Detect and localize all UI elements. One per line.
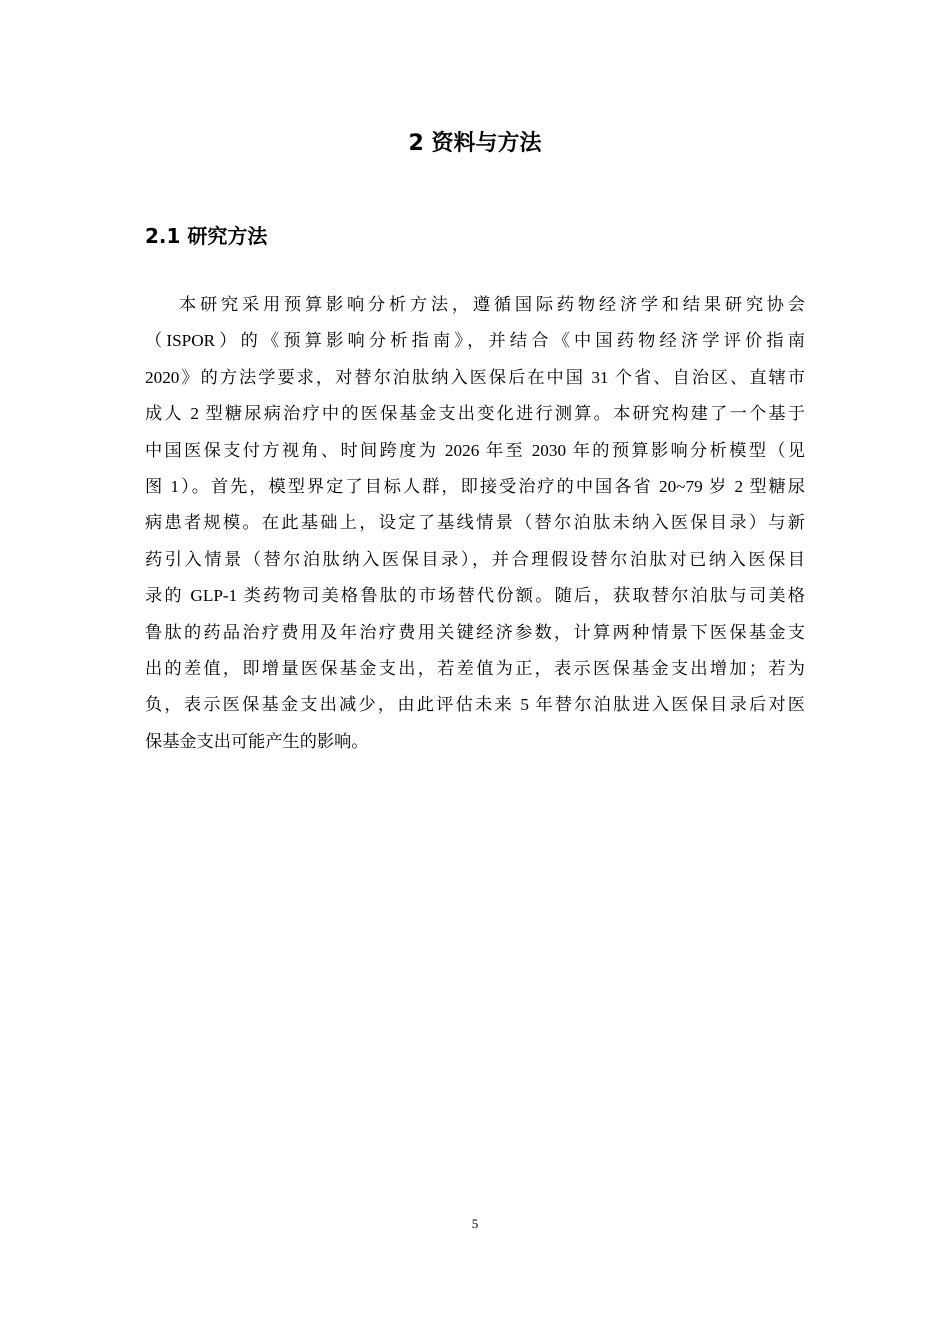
paragraph-line: 鲁肽的药品治疗费用及年治疗费用关键经济参数，计算两种情景下医保基金支 — [145, 622, 805, 642]
paragraph-line: 录的 GLP-1 类药物司美格鲁肽的市场替代份额。随后，获取替尔泊肽与司美格 — [145, 586, 805, 606]
section-title: 2.1 研究方法 — [145, 224, 268, 248]
page-number: 5 — [471, 1216, 479, 1231]
paragraph-line: 图 1）。首先，模型界定了目标人群，即接受治疗的中国各省 20~79 岁 2 型糖尿 — [145, 476, 805, 496]
paragraph-line: 出的差值，即增量医保基金支出，若差值为正，表示医保基金支出增加；若为 — [145, 658, 805, 678]
chapter-title: 2 资料与方法 — [408, 131, 542, 156]
paragraph-line: 成人 2 型糖尿病治疗中的医保基金支出变化进行测算。本研究构建了一个基于 — [145, 404, 805, 424]
body-paragraph — [145, 287, 805, 760]
paragraph-line: 2020》的方法学要求，对替尔泊肽纳入医保后在中国 31 个省、自治区、直辖市 — [145, 367, 805, 387]
paragraph-line: 负，表示医保基金支出减少，由此评估未来 5 年替尔泊肽进入医保目录后对医 — [145, 695, 805, 715]
paragraph-line: 病患者规模。在此基础上，设定了基线情景（替尔泊肽未纳入医保目录）与新 — [145, 513, 805, 533]
paragraph-line: 药引入情景（替尔泊肽纳入医保目录），并合理假设替尔泊肽对已纳入医保目 — [145, 549, 805, 569]
paragraph-line: 中国医保支付方视角、时间跨度为 2026 年至 2030 年的预算影响分析模型（见 — [145, 440, 805, 460]
paragraph-line: 本研究采用预算影响分析方法，遵循国际药物经济学和结果研究协会 — [179, 295, 805, 314]
paragraph-line: （ISPOR）的《预算影响分析指南》，并结合《中国药物经济学评价指南 — [145, 331, 805, 351]
paragraph-line: 保基金支出可能产生的影响。 — [145, 731, 369, 751]
